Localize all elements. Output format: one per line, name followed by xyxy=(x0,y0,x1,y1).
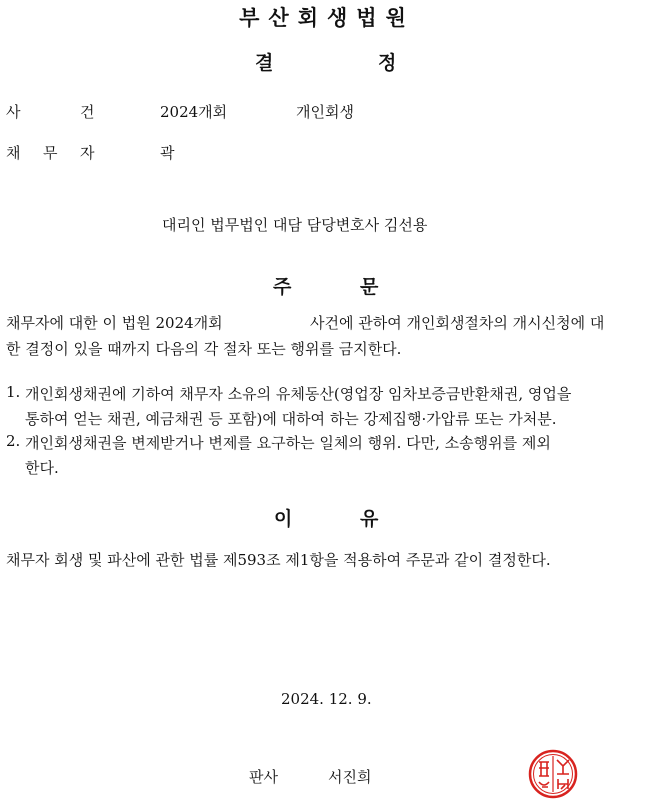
debtor-label-char-1: 채 xyxy=(6,144,21,162)
reason-heading-char-1: 이 xyxy=(274,508,293,530)
order-text-line2: 한 결정이 있을 때까지 다음의 각 절차 또는 행위를 금지한다. xyxy=(6,340,402,358)
debtor-label-char-3: 자 xyxy=(80,144,95,162)
decision-date: 2024. 12. 9. xyxy=(281,690,372,708)
item-1-number: 1. xyxy=(6,383,21,401)
case-name: 개인회생 xyxy=(296,103,354,121)
reason-text: 채무자 회생 및 파산에 관한 법률 제593조 제1항을 적용하여 주문과 같이 결정한다. xyxy=(6,551,551,569)
court-name: 부산회생법원 xyxy=(239,6,415,30)
court-seal-icon xyxy=(528,748,578,800)
representative: 대리인 법무법인 대담 담당변호사 김선용 xyxy=(162,216,428,234)
item-2-number: 2. xyxy=(6,432,21,450)
case-label-char-1: 사 xyxy=(6,103,21,121)
debtor-label-char-2: 무 xyxy=(43,144,58,162)
item-2-line1: 개인회생채권을 변제받거나 변제를 요구하는 일체의 행위. 다만, 소송행위를 제외 xyxy=(25,434,551,452)
reason-heading-char-2: 유 xyxy=(360,508,379,530)
item-2-line2: 한다. xyxy=(25,459,59,477)
judge-name: 서진희 xyxy=(328,768,372,786)
item-1-line1: 개인회생채권에 기하여 채무자 소유의 유체동산(영업장 임차보증금반환채권, 영업을 xyxy=(25,385,572,403)
debtor-name: 곽 xyxy=(160,144,175,162)
doc-type-char-1: 결 xyxy=(255,52,274,74)
order-heading-char-2: 문 xyxy=(360,276,379,298)
order-text-line1-b: 사건에 관하여 개인회생절차의 개시신청에 대 xyxy=(310,314,605,332)
order-heading-char-1: 주 xyxy=(273,276,292,298)
doc-type-char-2: 정 xyxy=(378,52,397,74)
order-text-line1-a: 채무자에 대한 이 법원 2024개회 xyxy=(6,314,223,332)
case-number: 2024개회 xyxy=(160,103,228,121)
item-1-line2: 통하여 얻는 채권, 예금채권 등 포함)에 대하여 하는 강제집행·가압류 또는 가처분. xyxy=(25,410,557,428)
judge-title: 판사 xyxy=(249,768,278,786)
case-label-char-2: 건 xyxy=(80,103,95,121)
